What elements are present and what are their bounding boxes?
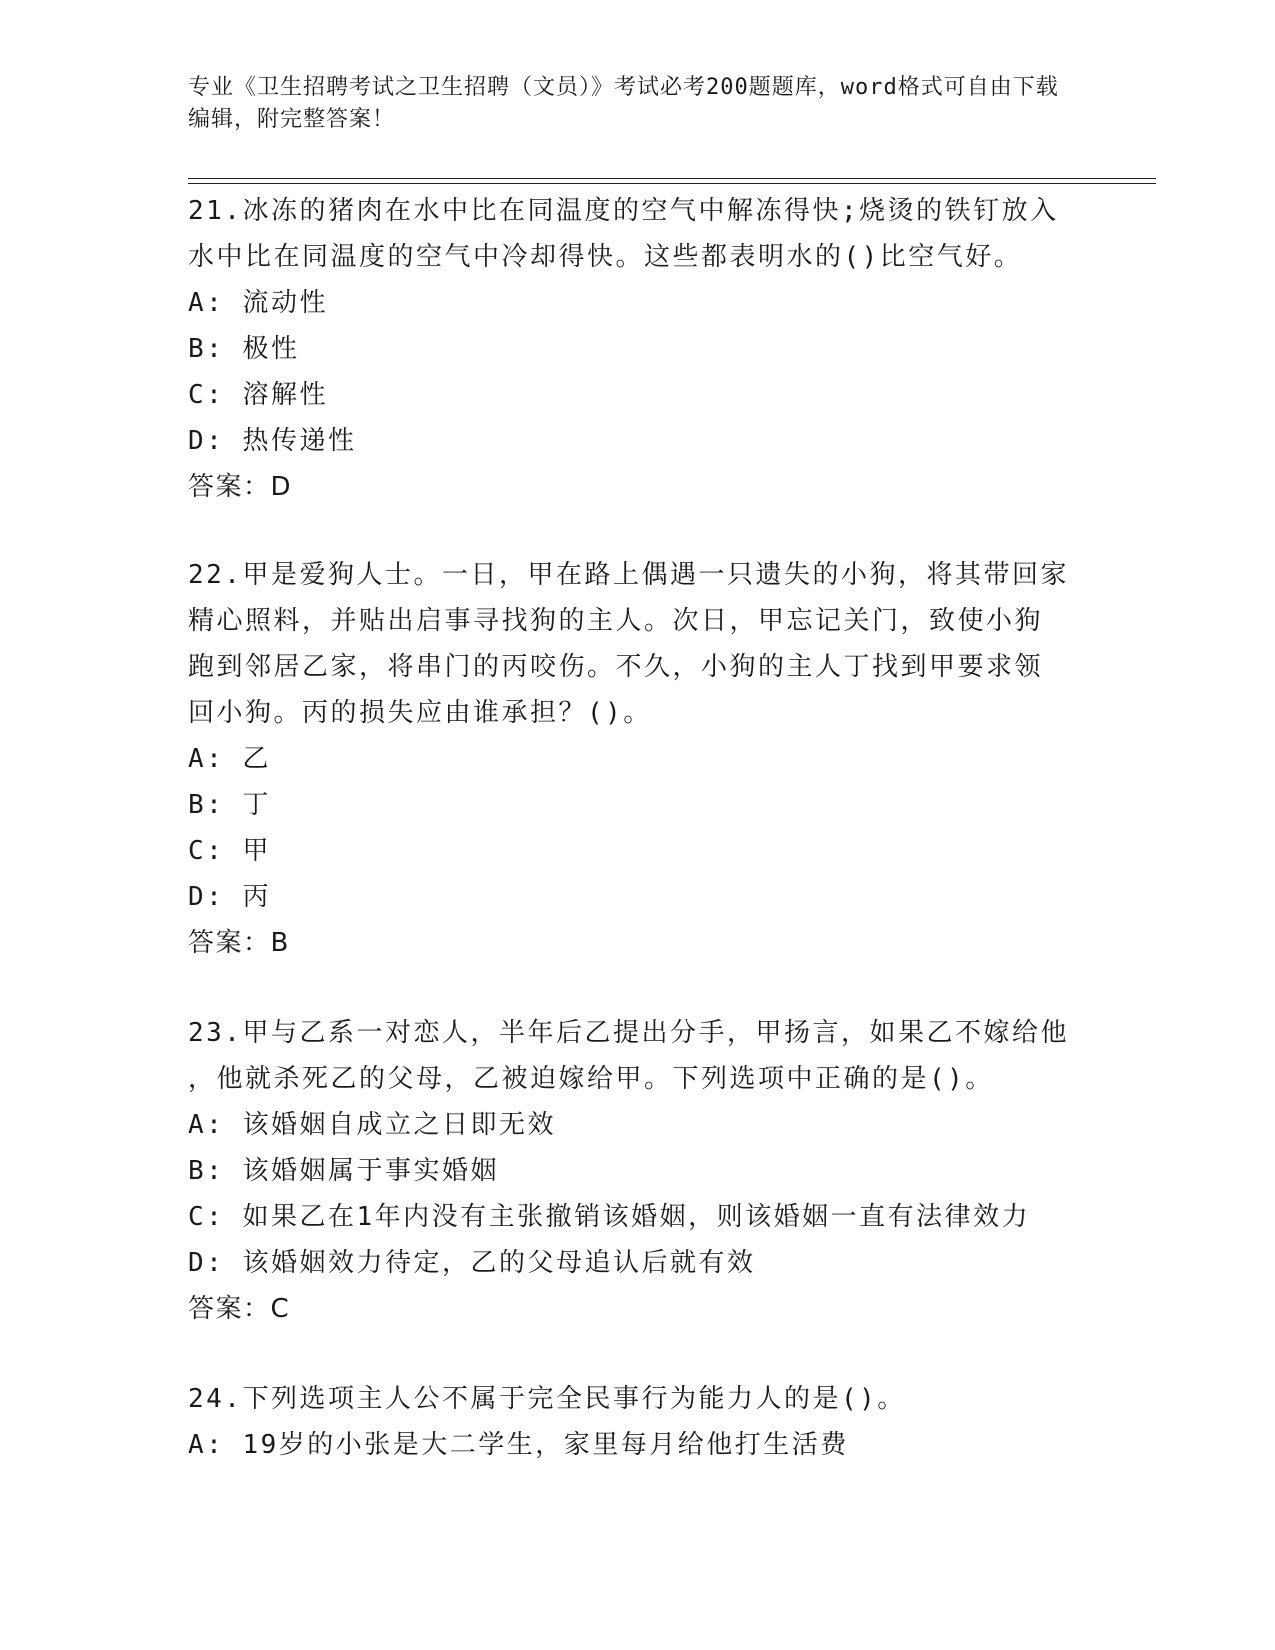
question-stem-line: 精心照料，并贴出启事寻找狗的主人。次日，甲忘记关门，致使小狗 bbox=[188, 606, 1044, 636]
option-b: B: 该婚姻属于事实婚姻 bbox=[188, 1156, 499, 1186]
question-stem-line: 21.冰冻的猪肉在水中比在同温度的空气中解冻得快;烧烫的铁钉放入 bbox=[188, 196, 1059, 226]
question-stem bbox=[188, 552, 1088, 736]
option-a: A: 乙 bbox=[188, 744, 271, 774]
question-stem-line: 跑到邻居乙家，将串门的丙咬伤。不久，小狗的主人丁找到甲要求领 bbox=[188, 652, 1044, 682]
question-stem-line: ，他就杀死乙的父母，乙被迫嫁给甲。下列选项中正确的是()。 bbox=[188, 1064, 994, 1094]
option-a: A: 流动性 bbox=[188, 288, 328, 318]
question-stem bbox=[188, 188, 1088, 280]
option-c: C: 溶解性 bbox=[188, 380, 328, 410]
question-stem-line: 24.下列选项主人公不属于完全民事行为能力人的是()。 bbox=[188, 1384, 906, 1414]
answer: 答案：C bbox=[188, 1294, 291, 1324]
question-21 bbox=[188, 188, 1088, 510]
question-stem-line: 水中比在同温度的空气中冷却得快。这些都表明水的()比空气好。 bbox=[188, 242, 1023, 272]
option-d: D: 丙 bbox=[188, 882, 271, 912]
answer: 答案：D bbox=[188, 472, 293, 502]
question-stem-line: 22.甲是爱狗人士。一日，甲在路上偶遇一只遗失的小狗，将其带回家 bbox=[188, 560, 1069, 590]
header-divider-top bbox=[188, 178, 1156, 179]
option-b: B: 丁 bbox=[188, 790, 271, 820]
option-d: D: 热传递性 bbox=[188, 426, 357, 456]
option-c: C: 如果乙在1年内没有主张撤销该婚姻，则该婚姻一直有法律效力 bbox=[188, 1202, 1031, 1232]
question-24 bbox=[188, 1376, 1088, 1468]
question-22 bbox=[188, 552, 1088, 966]
option-a: A: 该婚姻自成立之日即无效 bbox=[188, 1110, 556, 1140]
document-header: 专业《卫生招聘考试之卫生招聘（文员）》考试必考200题题库，word格式可自由下载编辑，附完整答案！ bbox=[188, 75, 1059, 132]
option-d: D: 该婚姻效力待定，乙的父母追认后就有效 bbox=[188, 1248, 756, 1278]
option-b: B: 极性 bbox=[188, 334, 300, 364]
question-stem-line: 23.甲与乙系一对恋人，半年后乙提出分手，甲扬言，如果乙不嫁给他 bbox=[188, 1018, 1069, 1048]
option-c: C: 甲 bbox=[188, 836, 271, 866]
question-stem bbox=[188, 1376, 1088, 1422]
answer: 答案：B bbox=[188, 928, 290, 958]
header-divider-bottom bbox=[188, 183, 1156, 184]
question-stem bbox=[188, 1010, 1088, 1102]
option-a: A: 19岁的小张是大二学生，家里每月给他打生活费 bbox=[188, 1430, 849, 1460]
question-stem-line: 回小狗。丙的损失应由谁承担？()。 bbox=[188, 698, 652, 728]
question-23 bbox=[188, 1010, 1088, 1332]
